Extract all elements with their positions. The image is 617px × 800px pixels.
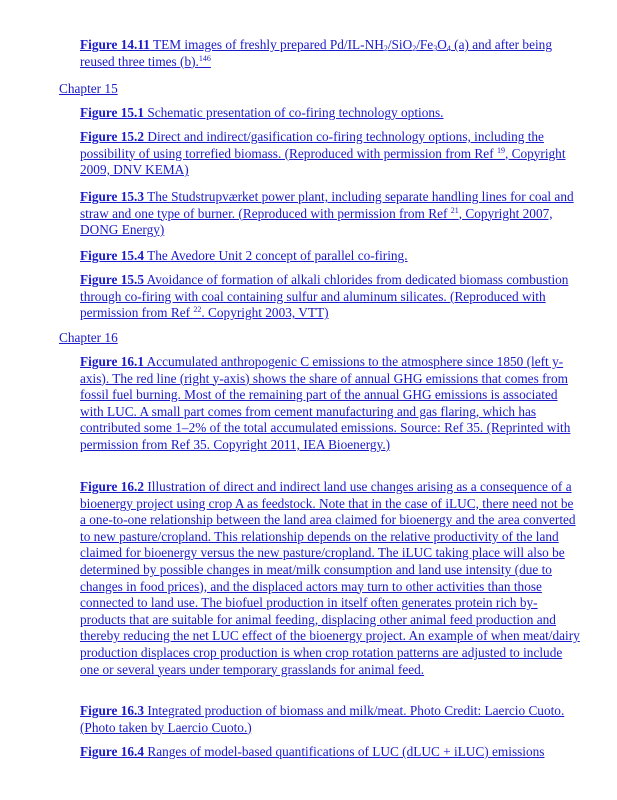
reference-22: 22 [193,305,202,315]
figure-15-2-entry[interactable] [80,129,580,179]
figure-15-5-entry[interactable] [80,272,580,322]
figure-15-4-link[interactable]: Figure 15.4 The Avedore Unit 2 concept of parallel co-firing. [80,248,408,263]
reference-19: 19 [496,145,505,155]
reference-21: 21 [450,205,459,215]
figure-16-4-link[interactable]: Figure 16.4 Ranges of model-based quantifications of LUC (dLUC + iLUC) emissions [80,744,545,759]
figure-16-1-entry[interactable] [80,354,580,454]
figure-16-3-entry[interactable] [80,703,580,736]
figure-16-2-entry[interactable] [80,479,580,678]
figure-15-2-link[interactable]: Figure 15.2 Direct and indirect/gasification co-firing technology options, including the possibility of using torrefied biomass. (Reproduced with permission from Ref $^{19}$, Copyright 2009, DNV KEMA) [80,129,566,178]
figure-15-4-entry[interactable] [80,248,580,265]
figure-14-11-entry[interactable] [80,37,580,70]
reference-146: 146 [198,53,211,63]
figure-16-4-entry[interactable] [80,744,580,761]
figure-14-11-link[interactable]: Figure 14.11 TEM images of freshly prepared $Pd/IL-NH_2/SiO_2/Fe_3O_4$ (a) and after being reused three times (b).$^{146}$ [80,37,552,69]
chapter-15-link[interactable]: Chapter 15 [59,81,118,96]
figure-16-1-link[interactable]: Figure 16.1 Accumulated anthropogenic C emissions to the atmosphere since 1850 (left y-axis). The red line (right y-axis) shows the share of annual GHG emissions that comes from fossil fuel burning. Most of the remaining part of the annual GHG emissions is associated with LUC. A small part comes from cement manufacturing and gas flaring, which has contributed some 1–2% of the total accumulated emissions. Source: Ref 35. (Reprinted with permission from Ref 35. Copyright 2011, IEA Bioenergy.) [80,354,571,452]
figure-16-2-link[interactable]: Figure 16.2 Illustration of direct and indirect land use changes arising as a consequence of a bioenergy project using crop A as feedstock. Note that in the case of iLUC, there need not be a one-to-one relationship between the land area claimed for bioenergy and the area converted to new pasture/cropland. This relationship depends on the relative productivity of the land claimed for bioenergy versus the new pasture/cropland. The iLUC taking place will also be determined by possible changes in meat/milk consumption and land use intensity (due to changes in food prices), and the displaced actors may turn to other activities than those connected to land use. The biofuel production in itself often generates protein rich by-products that are suitable for animal feeding, displacing other animal feed production and thereby reducing the net LUC effect of the bioenergy project. An example of when meat/dairy production displaces crop production is when crop rotation patterns are adjusted to include one or several years under temporary grasslands for animal feed. [80,479,580,677]
figure-15-3-link[interactable]: Figure 15.3 The Studstrupværket power plant, including separate handling lines for coal and straw and one type of burner. (Reproduced with permission from Ref $^{21}$, Copyright 2007, DONG Energy) [80,189,574,238]
figure-15-1-entry[interactable] [80,105,580,122]
chapter-16-link[interactable]: Chapter 16 [59,330,118,345]
figure-15-3-entry[interactable] [80,189,580,239]
figure-15-1-link[interactable]: Figure 15.1 Schematic presentation of co-firing technology options. [80,105,444,120]
figure-16-3-link[interactable]: Figure 16.3 Integrated production of biomass and milk/meat. Photo Credit: Laercio Cuoto. (Photo taken by Laercio Cuoto.) [80,703,565,735]
figure-15-5-link[interactable]: Figure 15.5 Avoidance of formation of alkali chlorides from dedicated biomass combustion through co-firing with coal containing sulfur and aluminum silicates. (Reproduced with permission from Ref $^{22}$. Copyright 2003, VTT) [80,272,569,321]
